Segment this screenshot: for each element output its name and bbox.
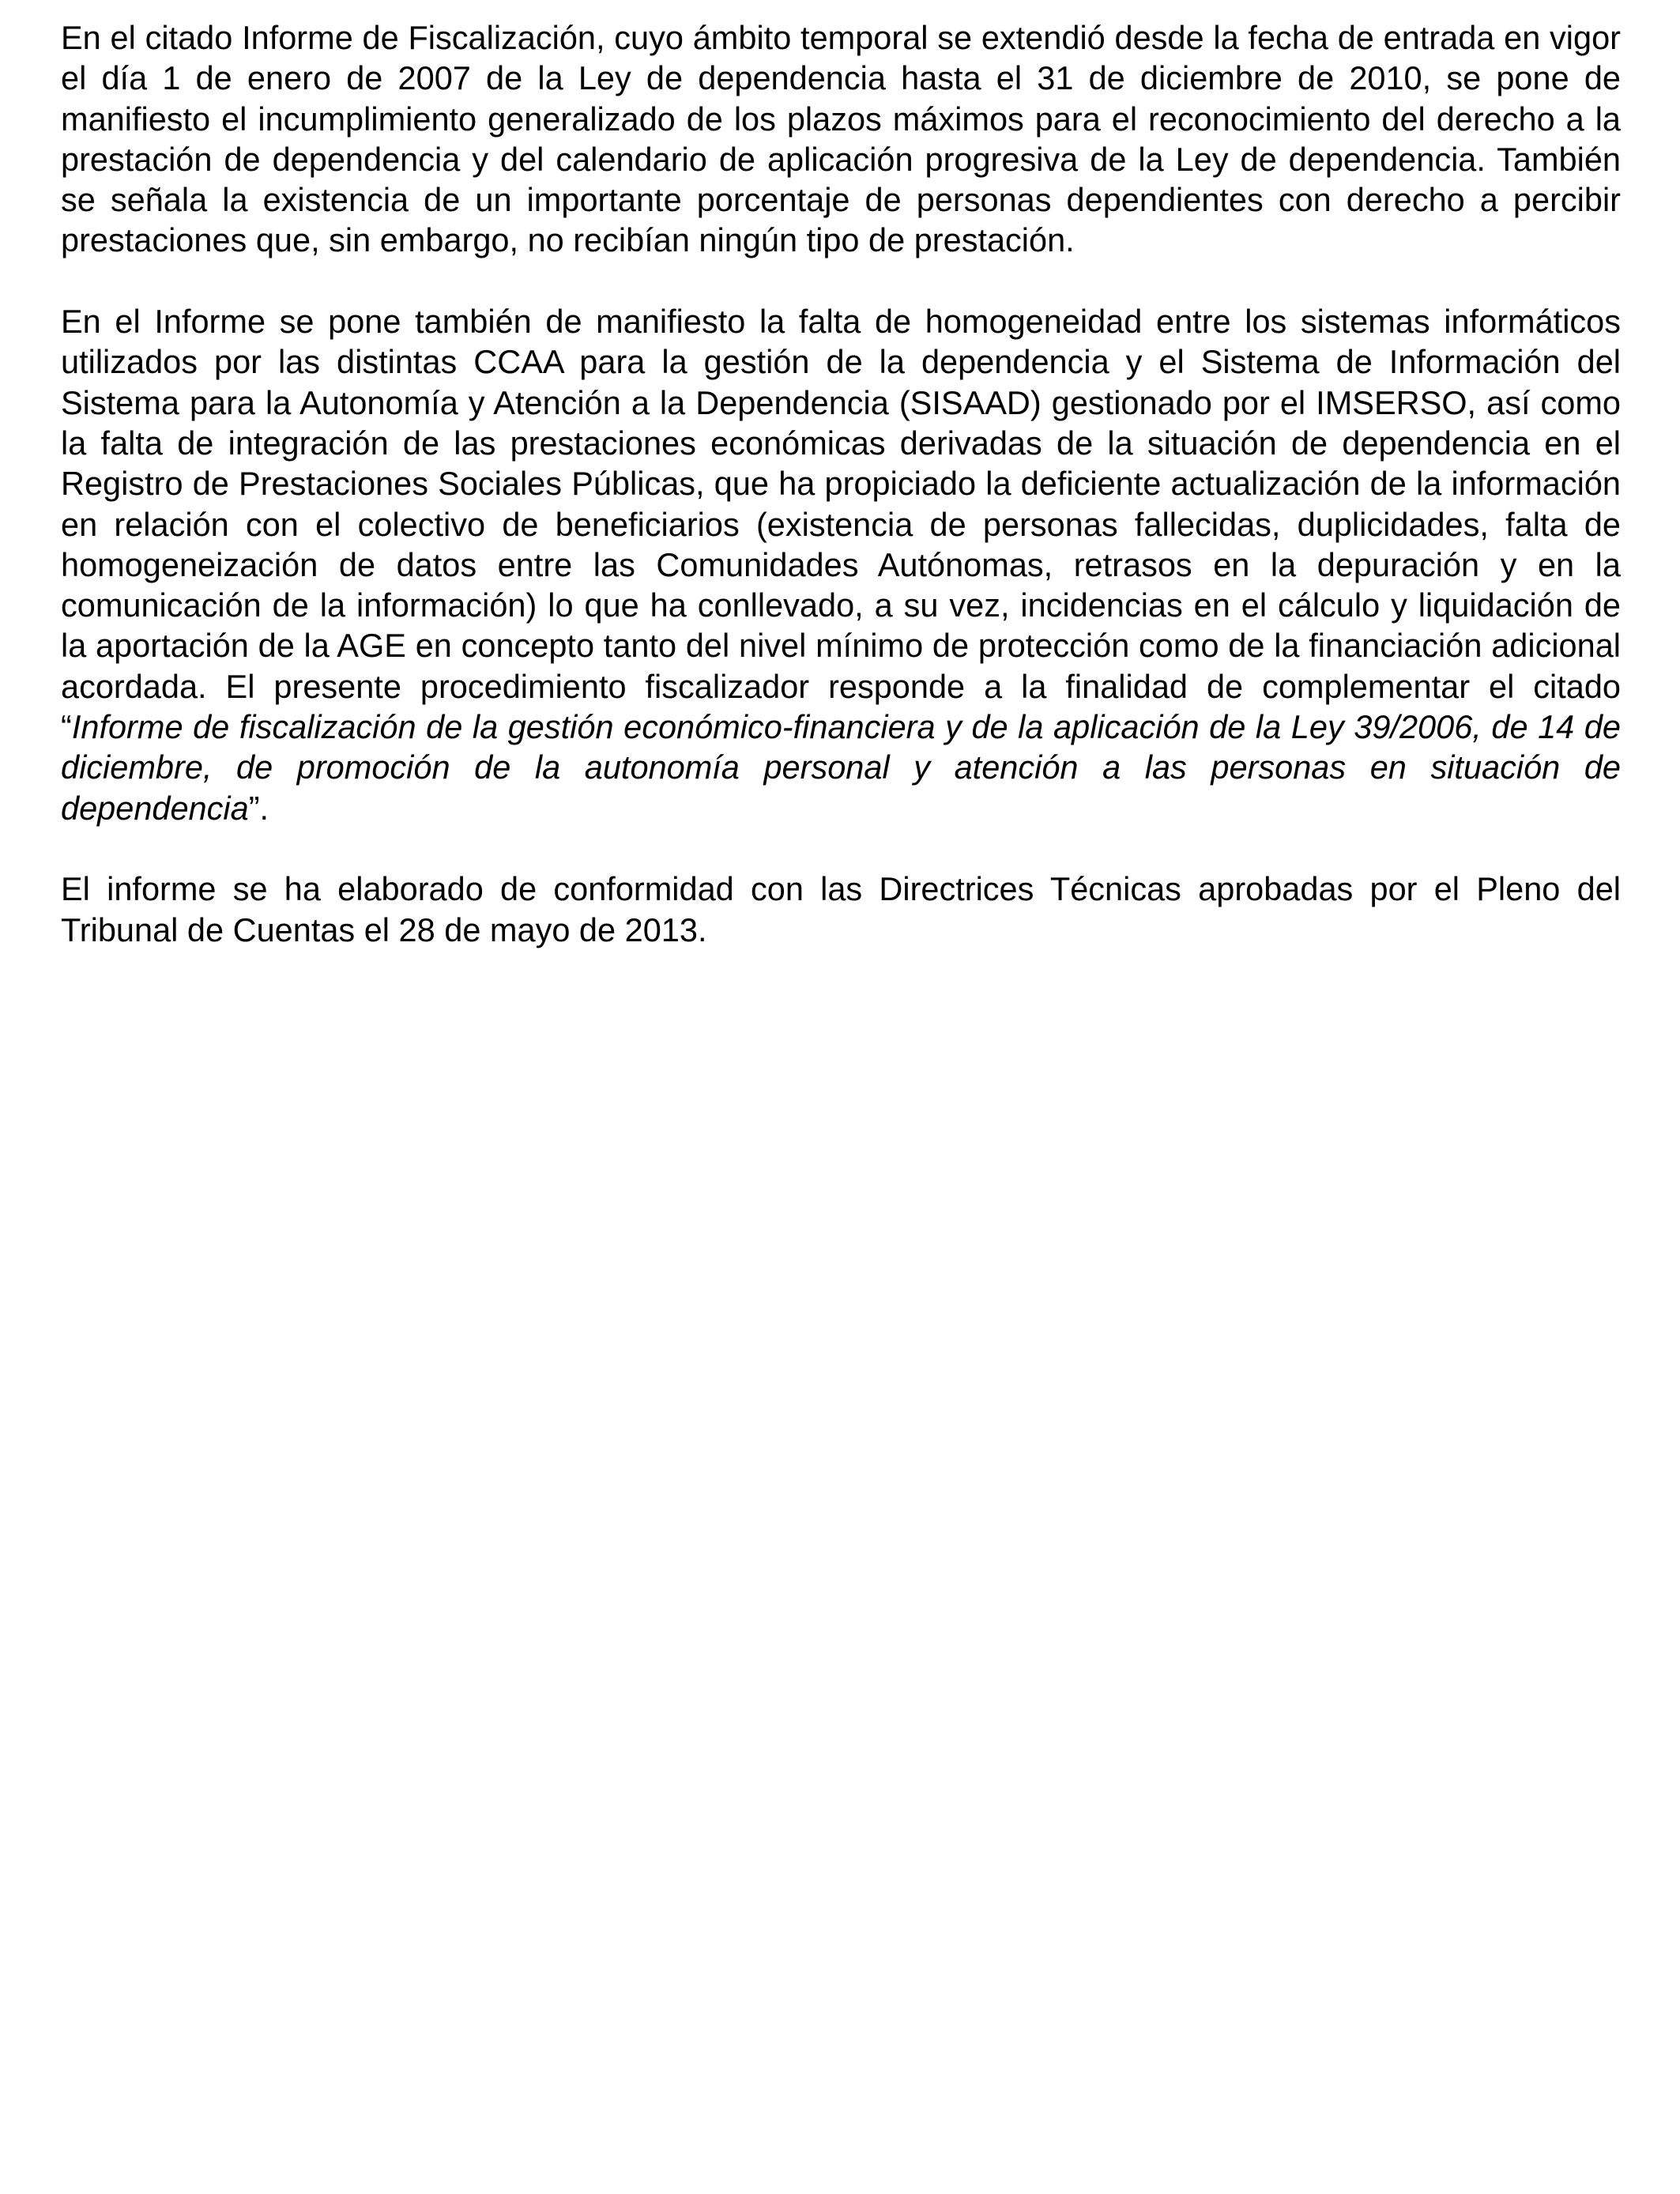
- document-body: [61, 17, 1621, 950]
- paragraph-homogeneity-text: En el Informe se pone también de manifiesto la falta de homogeneidad entre los sistemas informáticos utilizados por las distintas CCAA para la gestión de la dependencia y el Sistema de Información del Sistema para la Autonomía y Atención a la Dependencia (SISAAD) gestionado por el IMSERSO, así como la falta de integración de las prestaciones económicas derivadas de la situación de dependencia en el Registro de Prestaciones Sociales Públicas, que ha propiciado la deficiente actualización de la información en relación con el colectivo de beneficiarios (existencia de personas fallecidas, duplicidades, falta de homogeneización de datos entre las Comunidades Autónomas, retrasos en la depuración y en la comunicación de la información) lo que ha conllevado, a su vez, incidencias en el cálculo y liquidación de la aportación de la AGE en concepto tanto del nivel mínimo de protección como de la financiación adicional acordada. El presente procedimiento fiscalizador responde a la finalidad de complementar el citado “: [61, 303, 1621, 746]
- report-title-italic: Informe de fiscalización de la gestión económico-financiera y de la aplicación de la Ley 39/2006, de 14 de diciembre, de promoción de la autonomía personal y atención a las personas en situación de dependencia: [61, 708, 1621, 827]
- paragraph-fiscalization-scope: En el citado Informe de Fiscalización, cuyo ámbito temporal se extendió desde la fecha de entrada en vigor el día 1 de enero de 2007 de la Ley de dependencia hasta el 31 de diciembre de 2010, se pone de manifiesto el incumplimiento generalizado de los plazos máximos para el reconocimiento del derecho a la prestación de dependencia y del calendario de aplicación progresiva de la Ley de dependencia. También se señala la existencia de un importante porcentaje de personas dependientes con derecho a percibir prestaciones que, sin embargo, no recibían ningún tipo de prestación.: [61, 19, 1621, 259]
- paragraph-homogeneity-issues: [61, 301, 1621, 828]
- paragraph-technical-guidelines: El informe se ha elaborado de conformidad con las Directrices Técnicas aprobadas por el Pleno del Tribunal de Cuentas el 28 de mayo de 2013.: [61, 870, 1621, 948]
- paragraph-homogeneity-closing: ”.: [248, 789, 269, 827]
